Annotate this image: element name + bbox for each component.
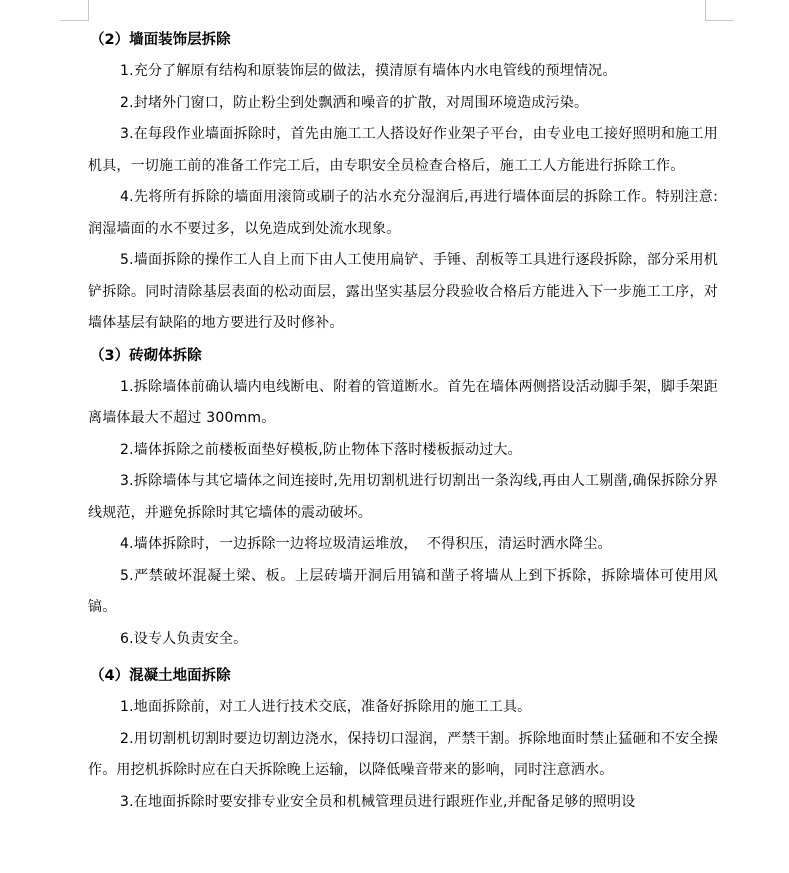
paragraph: 2.封堵外门窗口，防止粉尘到处飘洒和噪音的扩散，对周围环境造成污染。 [120,94,589,111]
section-heading-wall-finish: （2）墙面装饰层拆除 [90,32,231,48]
paragraph: 1.拆除墙体前确认墙内电线断电、附着的管道断水。首先在墙体两侧搭设活动脚手架，脚手架距离墙体最大不超过 300mm。 [88,378,718,426]
section-heading-concrete-floor: （4）混凝土地面拆除 [90,668,231,684]
paragraph: 4.墙体拆除时，一边拆除一边将垃圾清运堆放， 不得积压，清运时洒水降尘。 [120,536,612,552]
paragraph: 3.在每段作业墙面拆除时，首先由施工工人搭设好作业架子平台，由专业电工接好照明和施工用机具，一切施工前的准备工作完工后，由专职安全员检查合格后，施工工人方能进行拆除工作。 [88,126,718,174]
paragraph: 5.严禁破坏混凝土梁、板。上层砖墙开洞后用镐和凿子将墙从上到下拆除，拆除墙体可使用风镐。 [88,567,718,615]
paragraph: 1.地面拆除前，对工人进行技术交底，准备好拆除用的施工工具。 [120,699,532,715]
paragraph: 1.充分了解原有结构和原装饰层的做法，摸清原有墙体内水电管线的预埋情况。 [120,63,617,79]
paragraph: 5.墙面拆除的操作工人自上而下由人工使用扁铲、手锤、刮板等工具进行逐段拆除，部分采用机铲拆除。同时清除基层表面的松动面层，露出坚实基层分段验收合格后方能进入下一步施工工序，对墙体基层有缺陷的地方要进行及时修补。 [88,252,718,331]
document-body[interactable] [88,24,718,818]
section-heading-masonry: （3）砖砌体拆除 [90,347,202,364]
paragraph: 3.在地面拆除时要安排专业安全员和机械管理员进行跟班作业,并配备足够的照明设 [120,793,636,810]
paragraph: 6.设专人负责安全。 [120,630,248,647]
crop-mark-top-left [60,0,89,21]
paragraph: 3.拆除墙体与其它墙体之间连接时,先用切割机进行切割出一条沟线,再由人工剔凿,确保拆除分界线规范，并避免拆除时其它墙体的震动破坏。 [88,473,718,521]
paragraph: 2.墙体拆除之前楼板面垫好模板,防止物体下落时楼板振动过大。 [120,441,522,458]
paragraph: 2.用切割机切割时要边切割边浇水，保持切口湿润，严禁干割。拆除地面时禁止猛砸和不安全操作。用挖机拆除时应在白天拆除晚上运输，以降低噪音带来的影响，同时注意洒水。 [88,730,718,778]
crop-mark-top-right [705,0,734,21]
paragraph: 4.先将所有拆除的墙面用滚筒或刷子的沾水充分湿润后,再进行墙体面层的拆除工作。特别注意:润湿墙面的水不要过多，以免造成到处流水现象。 [88,189,718,237]
